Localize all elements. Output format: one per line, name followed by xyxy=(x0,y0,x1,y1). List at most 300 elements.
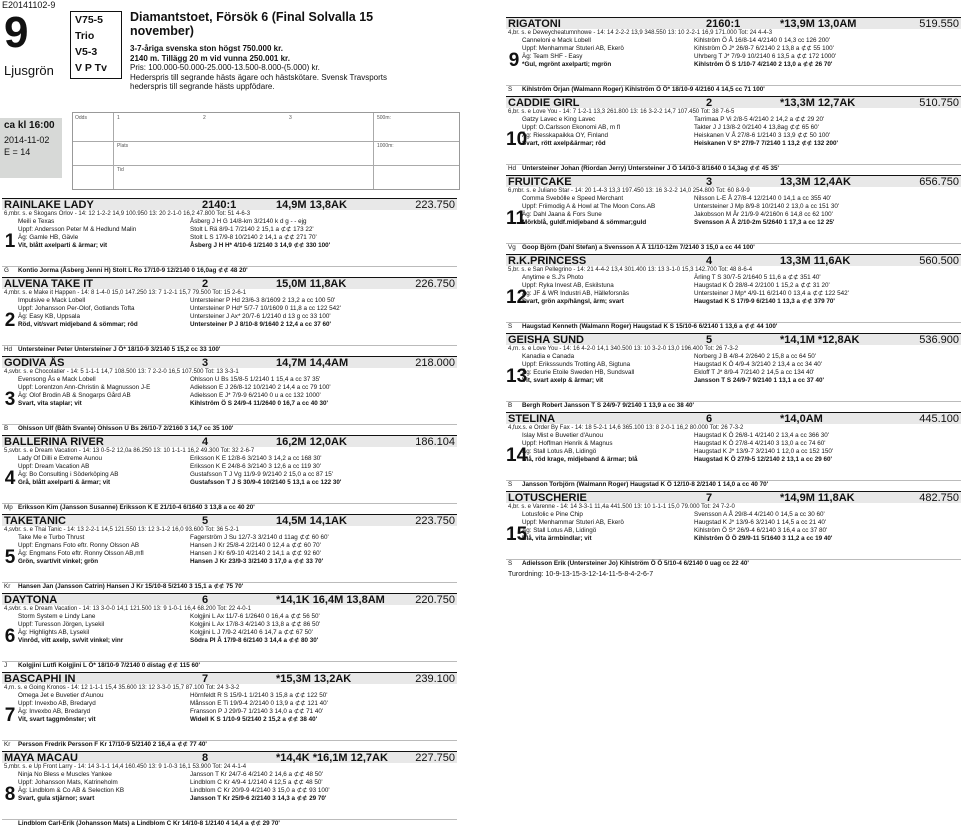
horse-entry xyxy=(2,198,457,274)
start-row: Untersteiner J Mp 8/9-8 10/2140 2 13,0 a cc 151 30' xyxy=(694,203,840,210)
track-code: G xyxy=(4,267,9,274)
start-row: Haugstad K Ö 26/8-1 4/2140 2 13,4 a cc 366 30' xyxy=(694,432,829,439)
start-row: Adielsson E J 26/8-12 10/2140 2 14,4 a cc 79 100' xyxy=(190,384,331,391)
start-row: Stolt L S 17/9-8 10/2140 2 14,1 a ⊄⊄ 271 70' xyxy=(190,234,317,241)
horse-prize: 218.000 xyxy=(415,357,455,369)
info-line xyxy=(522,353,961,361)
info-line xyxy=(522,282,961,290)
start-row: Haugstad K J* 13/9-6 3/2140 1 14,5 a cc 21 40' xyxy=(694,519,827,526)
start-row: Lindblom C Kr 20/9-9 4/2140 3 15,0 a ⊄⊄ 93 100' xyxy=(190,787,330,794)
horse-name: DAYTONA xyxy=(4,594,58,606)
info-line xyxy=(18,771,457,779)
info-line xyxy=(522,140,961,148)
start-row: Widell K S 1/10-9 5/2140 2 15,2 a ⊄⊄ 38 40' xyxy=(190,716,318,723)
info-line xyxy=(522,535,961,543)
track-code: Vg xyxy=(508,244,516,251)
horse-entry xyxy=(506,17,961,93)
info-text: Uppf: Eriksssunds Trotting AB, Sigtuna xyxy=(522,361,631,368)
info-text: Vinröd, vitt axelp, sv/vit vinkel; vinr xyxy=(18,637,124,644)
trainer-row xyxy=(506,401,961,409)
trainer-row xyxy=(506,322,961,330)
start-row: Svensson A Å 29/8-4 4/2140 0 14,5 a cc 30 60' xyxy=(694,511,825,518)
horse-distance: 2140:1 xyxy=(202,199,237,211)
horse-body xyxy=(506,274,961,322)
horse-distance: 2 xyxy=(706,97,713,109)
horse-entry xyxy=(506,491,961,567)
race-description xyxy=(130,44,460,92)
horse-record: *14,0AM xyxy=(780,413,823,425)
info-line xyxy=(18,321,457,329)
info-line xyxy=(522,290,961,298)
desc-line: Pris: 100.000-50.000-25.000-13.500-8.000-(5.000) kr. xyxy=(130,63,320,72)
desc-line: Hederspris till segrande hästs ägare och hästskötare. Svensk Travsports xyxy=(130,72,388,82)
horse-distance: 5 xyxy=(706,334,713,346)
horse-info-lines xyxy=(18,376,457,408)
horse-entry xyxy=(506,412,961,488)
start-number: 3 xyxy=(4,389,16,410)
race-number: 9 xyxy=(4,8,29,57)
race-id: E20141102-9 xyxy=(2,0,56,10)
horse-body xyxy=(506,116,961,164)
info-line xyxy=(18,297,457,305)
horse-distance: 6 xyxy=(706,413,713,425)
start-number: 4 xyxy=(4,468,16,489)
trainer-text: Kolgjini Lutfi Kolgjini L Ö* 18/10-9 7/2140 0 distag ⊄⊄ 115 60' xyxy=(18,662,201,669)
info-text: Canneloni e Mack Lobell xyxy=(522,37,591,44)
info-line xyxy=(18,795,457,803)
info-text: Äg: Lindblom & Co AB & Selection KB xyxy=(18,787,125,794)
trainer-text: Ohlsson Ulf (Båth Svante) Ohlsson U Bs 26/10-7 2/2160 3 14,7 cc 35 100' xyxy=(18,425,234,432)
horse-distance: 3 xyxy=(202,357,209,369)
horse-body xyxy=(2,218,457,266)
info-line xyxy=(18,226,457,234)
horse-name: RIGATONI xyxy=(508,18,561,30)
horse-pedigree-stats: 4,fux.s. e Order By Fax - 14: 18 5-2-1 14,6 365.100 13: 8 2-0-1 16,2 80.000 Tot: 26 7-3-2 xyxy=(508,425,744,431)
horse-prize: 560.500 xyxy=(919,255,959,267)
info-text: Äg: Stall Lotus AB, Lidingö xyxy=(522,448,597,455)
horse-prize: 186.104 xyxy=(415,436,455,448)
track-code: Hd xyxy=(4,346,13,353)
info-text: Lotusfolic e Pine Chip xyxy=(522,511,583,518)
info-line xyxy=(18,542,457,550)
bet-type: Trio xyxy=(75,30,95,42)
start-row: Lindblom C Kr 4/9-4 1/2140 4 12,5 a ⊄⊄ 48 50' xyxy=(190,779,323,786)
trainer-text: Eriksson Kim (Jansson Susanne) Eriksson K E 21/10-4 6/1640 3 13,8 a cc 40 20' xyxy=(18,504,255,511)
horse-name: STELINA xyxy=(508,413,556,425)
track-code: Hd xyxy=(508,165,517,172)
track-code: B xyxy=(508,402,513,409)
info-text: Uppf: Johansson Per-Olof, Gotlands Tofta xyxy=(18,305,135,312)
horse-pedigree-stats: 4,rn. s. e Love You - 14: 16 4-2-0 14,1 340.500 13: 10 3-2-0 13,0 196.400 Tot: 26 7-3-2 xyxy=(508,346,739,352)
trainer-row xyxy=(2,503,457,511)
horse-distance: 7 xyxy=(202,673,209,685)
track-code: S xyxy=(508,86,513,93)
horse-record: 13,3M 11,6AK xyxy=(780,255,851,267)
horse-body xyxy=(2,613,457,661)
horse-info-lines xyxy=(18,455,457,487)
desc-line: 2140 m. Tillägg 20 m vid vunna 250.001 kr. xyxy=(130,53,290,63)
horse-prize: 239.100 xyxy=(415,673,455,685)
info-text: Äg: Gamle HB, Gävle xyxy=(18,234,79,241)
horse-record: *13,3M 12,7AK xyxy=(780,97,856,109)
horse-body xyxy=(2,771,457,819)
info-line xyxy=(18,384,457,392)
info-text: Äg: Highlights AB, Lysekil xyxy=(18,629,90,636)
track-code: Kr xyxy=(4,741,11,748)
horse-name: TAKETANIC xyxy=(4,515,66,527)
horse-info-lines xyxy=(18,218,457,250)
info-text: Grå, blått axelparti & ärmar; vit xyxy=(18,479,111,486)
horse-distance: 2160:1 xyxy=(706,18,741,30)
horse-header xyxy=(2,435,457,447)
horse-info-lines xyxy=(18,297,457,329)
start-order-note: Turordning: 10-9-13-15-3-12-14-11-5-8-4-2-6-7 xyxy=(508,571,654,578)
start-row: Kolgjini L Ax 11/7-6 1/2640 0 16,4 a ⊄⊄ 56 50' xyxy=(190,613,320,620)
start-row: Gustafsson T J Vg 11/9-9 9/2140 2 15,0 a cc 87 15' xyxy=(190,471,333,478)
start-row: Kolgjini L Ax 17/8-3 4/2140 3 13,8 a ⊄⊄ 86 50' xyxy=(190,621,321,628)
info-text: Uppf: Ryka Invest AB, Eskilstuna xyxy=(522,282,614,289)
info-text: Äg: Stall Lotus AB, Lidingö xyxy=(522,527,597,534)
info-text: Anytime e S.J's Photo xyxy=(522,274,584,281)
start-number: 15 xyxy=(506,524,528,545)
horse-name: BASCAPHI IN xyxy=(4,673,76,685)
horse-header xyxy=(2,514,457,526)
horse-name: R.K.PRINCESS xyxy=(508,255,587,267)
info-text: Äg: Olof Brodin AB & Snogarps Gård AB xyxy=(18,392,131,399)
trainer-row xyxy=(2,266,457,274)
info-line xyxy=(18,218,457,226)
info-line xyxy=(522,116,961,124)
info-line xyxy=(18,779,457,787)
start-row: Södra Pl Å 17/9-8 6/2140 3 14,4 a ⊄⊄ 80 30' xyxy=(190,637,319,644)
start-row: Heiskanen V Å 27/8-6 1/2140 3 13,9 ⊄⊄ 50 100' xyxy=(694,132,831,139)
trainer-text: Hansen Jan (Jansson Catrin) Hansen J Kr 15/10-8 5/2140 3 15,1 a ⊄⊄ 75 70' xyxy=(18,583,244,590)
info-line xyxy=(18,376,457,384)
trainer-text: Bergh Robert Jansson T S 24/9-7 9/2140 1 13,9 a cc 38 40' xyxy=(522,402,694,409)
info-line xyxy=(18,787,457,795)
start-number: 10 xyxy=(506,129,528,150)
start-row: Kihlström Ö Ö 29/9-11 5/1640 3 11,2 a cc 19 40' xyxy=(694,535,833,542)
track-code: Kr xyxy=(4,583,11,590)
horse-prize: 536.900 xyxy=(919,334,959,346)
info-text: Comma Svebölle e Speed Merchant xyxy=(522,195,624,202)
horse-pedigree-stats: 4,br. s. e Deweycheatumnhowe - 14: 14 2-2-2 13,9 348.550 13: 10 2-2-1 16,9 171.000 Tot: 24 4-4-3 xyxy=(508,30,773,36)
start-row: Jansson T Kr 24/7-6 4/2140 2 14,6 a ⊄⊄ 48 50' xyxy=(190,771,324,778)
trainer-text: Persson Fredrik Persson F Kr 17/10-9 5/2140 2 16,4 a ⊄⊄ 77 40' xyxy=(18,741,207,748)
horse-header xyxy=(506,491,961,503)
horse-header xyxy=(2,672,457,684)
horse-header xyxy=(2,356,457,368)
info-line xyxy=(18,400,457,408)
trainer-row xyxy=(506,243,961,251)
trainer-text: Untersteiner Peter Untersteiner J Ö* 18/10-9 3/2140 5 15,2 cc 33 100' xyxy=(18,346,221,353)
info-line xyxy=(522,456,961,464)
start-row: Fagerström J Su 12/7-3 3/2140 d 11ag ⊄⊄ 60 60' xyxy=(190,534,329,541)
start-row: Haugstad K Ö 28/8-4 2/2100 1 15,2 a ⊄⊄ 31 20' xyxy=(694,282,830,289)
trainer-row xyxy=(2,740,457,748)
trainer-row xyxy=(506,480,961,488)
horse-entry xyxy=(2,435,457,511)
horse-pedigree-stats: 6,br. s. e Love You - 14: 7 1-2-1 13,3 261.800 13: 16 3-2-2 14,7 107.450 Tot: 38 7-6-5 xyxy=(508,109,735,115)
horse-entry xyxy=(506,333,961,409)
start-row: Jansson T S 24/9-7 9/2140 1 13,1 a cc 37 40' xyxy=(694,377,824,384)
info-text: Äg: JF & WR Industri AB, Hälleforsnäs xyxy=(522,290,630,297)
horse-body xyxy=(506,353,961,401)
info-line xyxy=(522,377,961,385)
horse-distance: 3 xyxy=(706,176,713,188)
horse-info-lines xyxy=(522,353,961,385)
horse-header xyxy=(506,333,961,345)
info-line xyxy=(18,392,457,400)
trainer-row xyxy=(2,819,457,827)
horse-entry xyxy=(2,751,457,827)
horse-distance: 5 xyxy=(202,515,209,527)
start-row: Ekloff T J* 8/9-4 7/2140 2 14,5 a cc 134 40' xyxy=(694,369,815,376)
start-row: Fransson P J 29/9-7 1/2140 3 14,0 a ⊄⊄ 71 40' xyxy=(190,708,324,715)
info-line xyxy=(522,511,961,519)
start-row: Haugstad K Ö 4/9-4 3/2140 2 13,4 a cc 34 40' xyxy=(694,361,822,368)
info-line xyxy=(522,45,961,53)
start-row: Svensson A Å 2/10-2m 5/2640 1 17,3 a cc 12 25' xyxy=(694,219,835,226)
info-line xyxy=(18,305,457,313)
start-row: Kihlström Ö S* 26/9-4 6/2140 3 16,4 a cc 37 80' xyxy=(694,527,828,534)
info-line xyxy=(18,463,457,471)
horse-record: 14,7M 14,4AM xyxy=(276,357,349,369)
race-title: Diamantstoet, Försök 6 (Final Solvalla 15 november) xyxy=(130,10,374,38)
info-line xyxy=(18,621,457,629)
horse-info-lines xyxy=(522,116,961,148)
info-line xyxy=(522,61,961,69)
info-text: Uppf: Andersson Peter M & Hedlund Malin xyxy=(18,226,137,233)
info-line xyxy=(18,613,457,621)
info-line xyxy=(18,313,457,321)
horse-info-lines xyxy=(522,274,961,306)
info-text: Impulsive e Mack Lobell xyxy=(18,297,86,304)
horse-record: *14,4K *16,1M 12,7AK xyxy=(276,752,388,764)
info-line xyxy=(18,550,457,558)
horse-body xyxy=(2,455,457,503)
start-number: 14 xyxy=(506,445,528,466)
info-line xyxy=(522,298,961,306)
track-code: Mp xyxy=(4,504,13,511)
start-row: Haugstad K J* 13/9-7 3/2140 1 12,0 a cc 152 150' xyxy=(694,448,834,455)
horse-body xyxy=(2,692,457,740)
horse-pedigree-stats: 4,rn. s. e Going Kronos - 14: 12 1-1-1 15,4 35.600 13: 12 3-3-0 15,7 87.100 Tot: 24 3-3-2 xyxy=(4,685,240,691)
start-row: Kihlström Ö Å 16/8-14 4/2140 0 14,3 cc 126 200' xyxy=(694,37,830,44)
grid-label-plats: Plats xyxy=(117,143,129,149)
horse-entry xyxy=(2,277,457,353)
track-name: Ljusgrön xyxy=(4,63,54,78)
horse-record: 13,3M 12,4AK xyxy=(780,176,851,188)
horse-info-lines xyxy=(522,432,961,464)
info-line xyxy=(18,629,457,637)
horse-column-right xyxy=(506,17,961,578)
horse-name: RAINLAKE LADY xyxy=(4,199,94,211)
horse-record: 14,9M 13,8AK xyxy=(276,199,347,211)
info-text: Uppf: Johansson Mats, Katrineholm xyxy=(18,779,118,786)
start-time: ca kl 16:00 xyxy=(4,120,55,131)
info-text: Äg: Dahl Jaana & Fors Sune xyxy=(522,211,602,218)
info-line xyxy=(522,369,961,377)
info-text: Islay Mist e Buvetier d'Aunou xyxy=(522,432,604,439)
info-text: Take Me e Turbo Thrust xyxy=(18,534,85,541)
start-row: Untersteiner P J 8/10-8 9/1640 2 12,4 a cc 37 60' xyxy=(190,321,332,328)
info-text: Äg: Team SHF - Easy xyxy=(522,53,583,60)
start-row: Untersteiner P Hd 23/6-3 8/1609 2 13,2 a cc 100 50' xyxy=(190,297,336,304)
track-code: J xyxy=(4,662,8,669)
horse-prize: 220.750 xyxy=(415,594,455,606)
trainer-text: Jansson Torbjörn (Walmann Roger) Haugstad K Ö 12/10-8 2/2140 1 14,0 a cc 40 70' xyxy=(522,481,769,488)
trainer-row xyxy=(2,345,457,353)
start-row: Kihlström Ö S 1/10-7 4/2140 2 13,0 a ⊄⊄ 26 70' xyxy=(694,61,833,68)
start-row: Månsson E Ti 19/9-4 2/2140 0 13,9 a ⊄⊄ 121 40' xyxy=(190,700,328,707)
horse-header xyxy=(506,96,961,108)
start-row: Kolgjini L J 7/9-2 4/2140 6 14,7 a ⊄⊄ 67 50' xyxy=(190,629,313,636)
horse-entry xyxy=(2,356,457,432)
horse-entry xyxy=(2,514,457,590)
trainer-row xyxy=(2,661,457,669)
horse-prize: 482.750 xyxy=(919,492,959,504)
info-text: Svart, vita staplar; vit xyxy=(18,400,82,407)
horse-pedigree-stats: 4,mbr. s. e Make it Happen - 14: 8 1-4-0 15,0 147.250 13: 7 1-2-1 15,7 79.500 Tot: 15 2-6-1 xyxy=(4,290,247,296)
info-text: Mörkblå, guldf.midjeband & sömmar;guld xyxy=(522,219,647,226)
horse-entry xyxy=(2,593,457,669)
desc-line: hederspris till segrande hästs uppfödare. xyxy=(130,82,275,91)
info-line xyxy=(18,692,457,700)
info-line xyxy=(522,124,961,132)
bet-type: V5-3 xyxy=(75,46,98,58)
trainer-text: Untersteiner Johan (Riordan Jerry) Untersteiner J Ö 14/10-3 8/1640 0 14,3ag ⊄⊄ 45 35' xyxy=(522,165,780,172)
trainer-row xyxy=(2,582,457,590)
horse-entry xyxy=(506,96,961,172)
start-row: Kihlström Ö J* 26/8-7 6/2140 2 13,8 a ⊄⊄ 55 100' xyxy=(694,45,834,52)
horse-body xyxy=(2,534,457,582)
info-line xyxy=(522,132,961,140)
start-number: 9 xyxy=(508,50,520,71)
horse-info-lines xyxy=(18,534,457,566)
track-code: S xyxy=(508,560,513,567)
info-text: Vit, blått axelparti & ärmar; vit xyxy=(18,242,108,249)
horse-pedigree-stats: 6,mbr. s. e Juliano Star - 14: 20 1-4-3 13,3 197.450 13: 16 3-2-2 14,0 254.800 Tot: 60 8-9-9 xyxy=(508,188,750,194)
info-line xyxy=(522,519,961,527)
start-number: 6 xyxy=(4,626,16,647)
start-row: Hansen J Kr 6/9-10 4/2140 2 14,1 a ⊄⊄ 92 60' xyxy=(190,550,321,557)
bet-type-box xyxy=(70,11,122,79)
start-row: Untersteiner J Mp* 4/9-11 6/2140 0 13,4 a ⊄⊄ 122 542' xyxy=(694,290,849,297)
info-line xyxy=(18,455,457,463)
horse-record: 16,2M 12,0AK xyxy=(276,436,347,448)
bet-type: V75-5 xyxy=(75,14,104,26)
horse-body xyxy=(506,195,961,243)
horse-entry xyxy=(2,672,457,748)
horse-record: *14,1K 16,4M 13,8AM xyxy=(276,594,385,606)
info-text: Uppf: Friimodig A & Howl at The Moon Cons.AB xyxy=(522,203,656,210)
trainer-text: Adielsson Erik (Untersteiner Jo) Kihlström Ö Ö 5/10-4 6/2140 0 uag cc 22 40' xyxy=(522,560,749,567)
info-text: Äg: Engmans Foto eftr. Ronny Olsson AB,mfl xyxy=(18,550,144,557)
horse-column-left xyxy=(2,198,457,830)
start-row: Hansen J Kr 23/9-3 3/2140 3 17,0 a ⊄⊄ 33 70' xyxy=(190,558,324,565)
start-row: Haugstad K S 17/9-9 6/2140 1 13,3 a ⊄⊄ 379 70' xyxy=(694,298,835,305)
horse-name: LOTUSCHERIE xyxy=(508,492,587,504)
grid-label-1: 1 xyxy=(117,115,120,121)
horse-record: *14,9M 11,8AK xyxy=(780,492,855,504)
horse-pedigree-stats: 4,svbr. s. e Dream Vacation - 14: 13 3-0-0 14,1 121.500 13: 9 1-0-1 16,4 68.200 Tot: 22 4-0-1 xyxy=(4,606,251,612)
trainer-row xyxy=(506,85,961,93)
horse-distance: 4 xyxy=(202,436,209,448)
info-line xyxy=(522,203,961,211)
start-row: Jakobsson M År 21/9-9 4/2160n 6 14,8 cc 62 100' xyxy=(694,211,833,218)
info-line xyxy=(522,211,961,219)
horse-prize: 223.750 xyxy=(415,515,455,527)
info-text: Svart, grön axp/hängsl, ärm; svart xyxy=(522,298,624,305)
track-code: S xyxy=(508,481,513,488)
info-text: Omega Jet e Buvetier d'Aunou xyxy=(18,692,104,699)
info-text: Uppf: Engmans Foto eftr. Ronny Olsson AB xyxy=(18,542,140,549)
info-text: Evensong Ås e Mack Lobell xyxy=(18,376,96,383)
start-number: 1 xyxy=(4,231,16,252)
horse-name: GODIVA ÅS xyxy=(4,357,65,369)
start-number: 11 xyxy=(506,208,527,229)
start-number: 7 xyxy=(4,705,16,726)
horse-distance: 7 xyxy=(706,492,713,504)
horse-header xyxy=(2,593,457,605)
start-row: Eriksson K E 24/8-6 3/2140 3 12,6 a cc 119 30' xyxy=(190,463,321,470)
horse-body xyxy=(506,432,961,480)
horse-header xyxy=(506,17,961,29)
info-line xyxy=(522,361,961,369)
info-text: Äg: Bo Consulting i Söderköping AB xyxy=(18,471,119,478)
trainer-row xyxy=(506,164,961,172)
start-row: Hansen J Kr 25/8-4 2/2140 0 12,4 a ⊄⊄ 60 70' xyxy=(190,542,321,549)
horse-name: ALVENA TAKE IT xyxy=(4,278,94,290)
info-text: Vit, svart taggmönster; vit xyxy=(18,716,96,723)
start-number: 5 xyxy=(4,547,16,568)
horse-distance: 2 xyxy=(202,278,209,290)
horse-prize: 223.750 xyxy=(415,199,455,211)
start-row: Stolt L Rä 8/9-1 7/2140 2 15,1 a ⊄⊄ 173 22' xyxy=(190,226,314,233)
horse-info-lines xyxy=(522,37,961,69)
trainer-text: Haugstad Kenneth (Walmann Roger) Haugstad K S 15/10-6 6/2140 1 13,6 a ⊄⊄ 44 100' xyxy=(522,323,778,330)
horse-prize: 656.750 xyxy=(919,176,959,188)
horse-name: BALLERINA RIVER xyxy=(4,436,104,448)
horse-pedigree-stats: 4,svbr. s. e Chocolatier - 14: 5 1-1-1 14,7 108.500 13: 7 2-2-0 16,5 107.500 Tot: 13 3-3-1 xyxy=(4,369,239,375)
info-text: Uppf: Menhammar Stuteri AB, Ekerö xyxy=(522,45,624,52)
desc-line: 3-7-åriga svenska ston högst 750.000 kr. xyxy=(130,44,283,53)
horse-header xyxy=(2,198,457,210)
info-line xyxy=(18,234,457,242)
info-line xyxy=(18,637,457,645)
info-text: Ninja No Bless e Muscles Yankee xyxy=(18,771,112,778)
grid-label-1000m: 1000m: xyxy=(377,143,394,149)
horse-prize: 445.100 xyxy=(919,413,959,425)
track-code xyxy=(2,820,18,827)
trainer-text: Kihlström Örjan (Walmann Roger) Kihlström Ö Ö* 18/10-9 4/2160 4 14,5 cc 71 100' xyxy=(522,86,765,93)
bet-type: V P Tv xyxy=(75,62,107,74)
info-line xyxy=(522,195,961,203)
horse-record: *13,9M 13,0AM xyxy=(780,18,857,30)
start-row: Eriksson K E 12/8-6 3/2140 3 14,2 a cc 168 30' xyxy=(190,455,322,462)
info-line xyxy=(18,242,457,250)
info-text: Blå, vita ärmbindlar; vit xyxy=(522,535,592,542)
info-line xyxy=(522,274,961,282)
start-row: Untersteiner P Hd* 5/7-7 10/1609 0 11,8 a cc 122 542' xyxy=(190,305,341,312)
track-code: B xyxy=(4,425,9,432)
info-line xyxy=(18,700,457,708)
trainer-text: Kontio Jorma (Åsberg Jenni H) Stolt L Ro 17/10-9 12/2140 0 16,0ag ⊄⊄ 48 20' xyxy=(18,267,248,274)
info-text: Vit, svart axelp & ärmar; vit xyxy=(522,377,604,384)
info-text: Äg: Ecurie Etoile Sweden HB, Sundsvall xyxy=(522,369,635,376)
horse-info-lines xyxy=(522,511,961,543)
